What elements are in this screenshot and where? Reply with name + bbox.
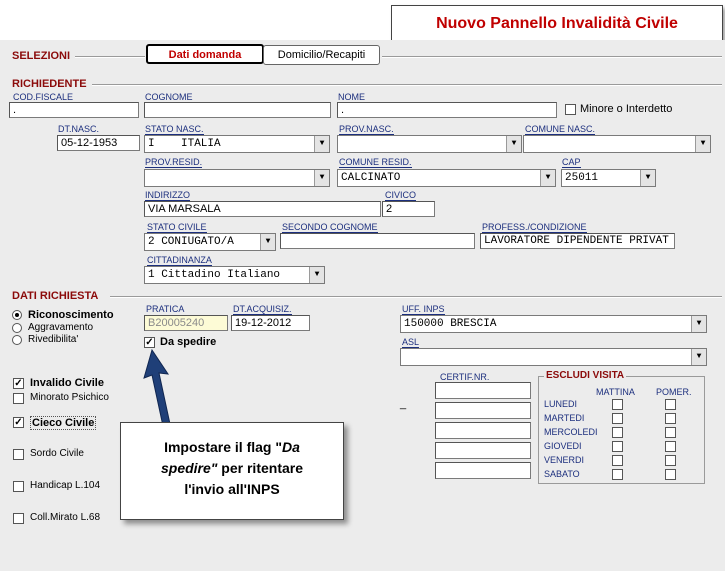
tab-domicilio-recapiti[interactable]: Domicilio/Recapiti <box>263 45 380 65</box>
chevron-down-icon[interactable]: ▼ <box>640 170 655 186</box>
day-label: MARTEDI <box>544 413 585 423</box>
callout-text-1: Impostare il flag " <box>164 439 282 455</box>
label-comune-resid: COMUNE RESID. <box>339 157 412 167</box>
aggravamento-label: Aggravamento <box>28 322 94 333</box>
invalido-civile-label: Invalido Civile <box>30 377 104 389</box>
riconoscimento-label: Riconoscimento <box>28 309 114 321</box>
minorato-psichico-checkbox[interactable] <box>13 393 24 404</box>
nome-input[interactable]: . <box>337 102 557 118</box>
civico-input[interactable]: 2 <box>382 201 435 217</box>
da-spedire-label: Da spedire <box>160 336 217 348</box>
cieco-civile-label: Cieco Civile <box>32 417 95 429</box>
callout-text-3: l'invio all'INPS <box>184 481 280 497</box>
day-label: LUNEDI <box>544 399 578 409</box>
radio-riconoscimento[interactable] <box>12 310 22 320</box>
secondo-cognome-input[interactable] <box>280 233 475 249</box>
mattina-martedi-checkbox[interactable] <box>612 413 623 424</box>
label-cap: CAP <box>562 157 581 167</box>
uff-inps-value: 150000 BRESCIA <box>404 318 497 330</box>
uff-inps-select[interactable] <box>400 315 707 333</box>
section-divider <box>110 296 722 298</box>
pomer-martedi-checkbox[interactable] <box>665 413 676 424</box>
chevron-down-icon[interactable]: ▼ <box>695 136 710 152</box>
minorato-psichico-label: Minorato Psichico <box>30 392 109 403</box>
dash-text: _ <box>400 398 407 410</box>
section-divider <box>75 56 145 58</box>
callout-text-2: per ritentare <box>217 460 304 476</box>
radio-aggravamento[interactable] <box>12 323 22 333</box>
label-uff-inps: UFF. INPS <box>402 304 445 314</box>
pomer-giovedi-checkbox[interactable] <box>665 441 676 452</box>
label-stato-nasc: STATO NASC. <box>145 124 204 134</box>
label-certif-nr: CERTIF.NR. <box>440 372 490 382</box>
mattina-mercoledi-checkbox[interactable] <box>612 427 623 438</box>
pomer-mercoledi-checkbox[interactable] <box>665 427 676 438</box>
stato-civile-value: 2 CONIUGATO/A <box>148 236 234 248</box>
label-comune-nasc: COMUNE NASC. <box>525 124 596 134</box>
label-cognome: COGNOME <box>145 92 193 102</box>
invalido-civile-checkbox[interactable]: ✓ <box>14 378 23 389</box>
label-indirizzo: INDIRIZZO <box>145 190 190 200</box>
label-prov-nasc: PROV.NASC. <box>339 124 394 134</box>
section-divider <box>382 56 722 58</box>
sordo-civile-checkbox[interactable] <box>13 449 24 460</box>
escludi-visita-title: ESCLUDI VISITA <box>546 370 625 381</box>
callout-em-2: spedire" <box>160 460 218 476</box>
dt-acquisiz-input[interactable]: 19-12-2012 <box>231 315 310 331</box>
prov-nasc-select[interactable] <box>337 135 522 153</box>
mattina-giovedi-checkbox[interactable] <box>612 441 623 452</box>
section-selezioni: SELEZIONI <box>12 50 71 62</box>
day-label: VENERDI <box>544 455 585 465</box>
cittadinanza-select[interactable] <box>144 266 325 284</box>
minore-checkbox[interactable] <box>565 104 576 115</box>
chevron-down-icon[interactable]: ▼ <box>260 234 275 250</box>
section-dati-richiesta: DATI RICHIESTA <box>12 290 99 302</box>
cap-value: 25011 <box>565 172 599 184</box>
comune-nasc-select[interactable] <box>523 135 711 153</box>
window-title: Nuovo Pannello Invalidità Civile <box>391 5 723 43</box>
stato-nasc-value: I ITALIA <box>148 138 221 150</box>
label-asl: ASL <box>402 337 420 347</box>
pointer-arrow-icon <box>140 346 190 428</box>
coll-mirato-label: Coll.Mirato L.68 <box>30 512 101 523</box>
cittadinanza-value: 1 Cittadino Italiano <box>148 269 281 281</box>
comune-resid-value: CALCINATO <box>341 172 401 184</box>
pomer-venerdi-checkbox[interactable] <box>665 455 676 466</box>
stato-nasc-select[interactable] <box>144 135 330 153</box>
certif-nr-input-4[interactable] <box>435 442 531 459</box>
label-cod-fiscale: COD.FISCALE <box>13 92 74 102</box>
chevron-down-icon[interactable]: ▼ <box>691 349 706 365</box>
handicap-label: Handicap L.104 <box>30 480 101 491</box>
chevron-down-icon[interactable]: ▼ <box>314 136 329 152</box>
dt-nasc-input[interactable]: 05-12-1953 <box>57 135 140 151</box>
asl-select[interactable] <box>400 348 707 366</box>
certif-nr-input-5[interactable] <box>435 462 531 479</box>
chevron-down-icon[interactable]: ▼ <box>540 170 555 186</box>
section-divider <box>92 84 722 86</box>
sordo-civile-label: Sordo Civile <box>30 448 84 459</box>
section-richiedente: RICHIEDENTE <box>12 78 87 90</box>
label-profess: PROFESS./CONDIZIONE <box>482 222 587 232</box>
stato-civile-select[interactable] <box>144 233 276 251</box>
da-spedire-checkbox[interactable]: ✓ <box>145 337 154 348</box>
form-panel <box>0 40 725 571</box>
label-dt-acquisiz: DT.ACQUISIZ. <box>233 304 292 314</box>
coll-mirato-checkbox[interactable] <box>13 513 24 524</box>
comune-resid-select[interactable] <box>337 169 556 187</box>
profess-input[interactable]: LAVORATORE DIPENDENTE PRIVAT <box>480 233 675 249</box>
cod-fiscale-input[interactable]: . <box>9 102 139 118</box>
chevron-down-icon[interactable]: ▼ <box>691 316 706 332</box>
handicap-checkbox[interactable] <box>13 481 24 492</box>
tab-dati-domanda[interactable]: Dati domanda <box>146 44 264 64</box>
mattina-lunedi-checkbox[interactable] <box>612 399 623 410</box>
chevron-down-icon[interactable]: ▼ <box>314 170 329 186</box>
cap-select[interactable] <box>561 169 656 187</box>
label-secondo-cognome: SECONDO COGNOME <box>282 222 378 232</box>
minore-label: Minore o Interdetto <box>580 103 673 115</box>
certif-nr-input-2[interactable] <box>435 402 531 419</box>
chevron-down-icon[interactable]: ▼ <box>309 267 324 283</box>
label-nome: NOME <box>338 92 365 102</box>
prov-resid-select[interactable] <box>144 169 330 187</box>
label-civico: CIVICO <box>385 190 417 200</box>
radio-rivedibilita[interactable] <box>12 335 22 345</box>
label-stato-civile: STATO CIVILE <box>147 222 207 232</box>
certif-nr-input-1[interactable] <box>435 382 531 399</box>
instruction-callout <box>120 422 344 520</box>
mattina-venerdi-checkbox[interactable] <box>612 455 623 466</box>
label-pratica: PRATICA <box>146 304 185 314</box>
certif-nr-input-3[interactable] <box>435 422 531 439</box>
pratica-input[interactable]: B20005240 <box>144 315 228 331</box>
pomer-lunedi-checkbox[interactable] <box>665 399 676 410</box>
pomer-sabato-checkbox[interactable] <box>665 469 676 480</box>
chevron-down-icon[interactable]: ▼ <box>506 136 521 152</box>
callout-em-1: Da <box>281 439 300 455</box>
mattina-header: MATTINA <box>596 387 635 397</box>
label-dt-nasc: DT.NASC. <box>58 124 100 134</box>
label-prov-resid: PROV.RESID. <box>145 157 203 167</box>
day-label: MERCOLEDI <box>544 427 598 437</box>
label-cittadinanza: CITTADINANZA <box>147 255 212 265</box>
day-label: SABATO <box>544 469 580 479</box>
cieco-civile-checkbox[interactable]: ✓ <box>14 417 23 428</box>
pomer-header: POMER. <box>656 387 692 397</box>
mattina-sabato-checkbox[interactable] <box>612 469 623 480</box>
rivedibilita-label: Rivedibilita' <box>28 334 79 345</box>
cognome-input[interactable] <box>144 102 331 118</box>
day-label: GIOVEDI <box>544 441 582 451</box>
indirizzo-input[interactable]: VIA MARSALA <box>144 201 381 217</box>
